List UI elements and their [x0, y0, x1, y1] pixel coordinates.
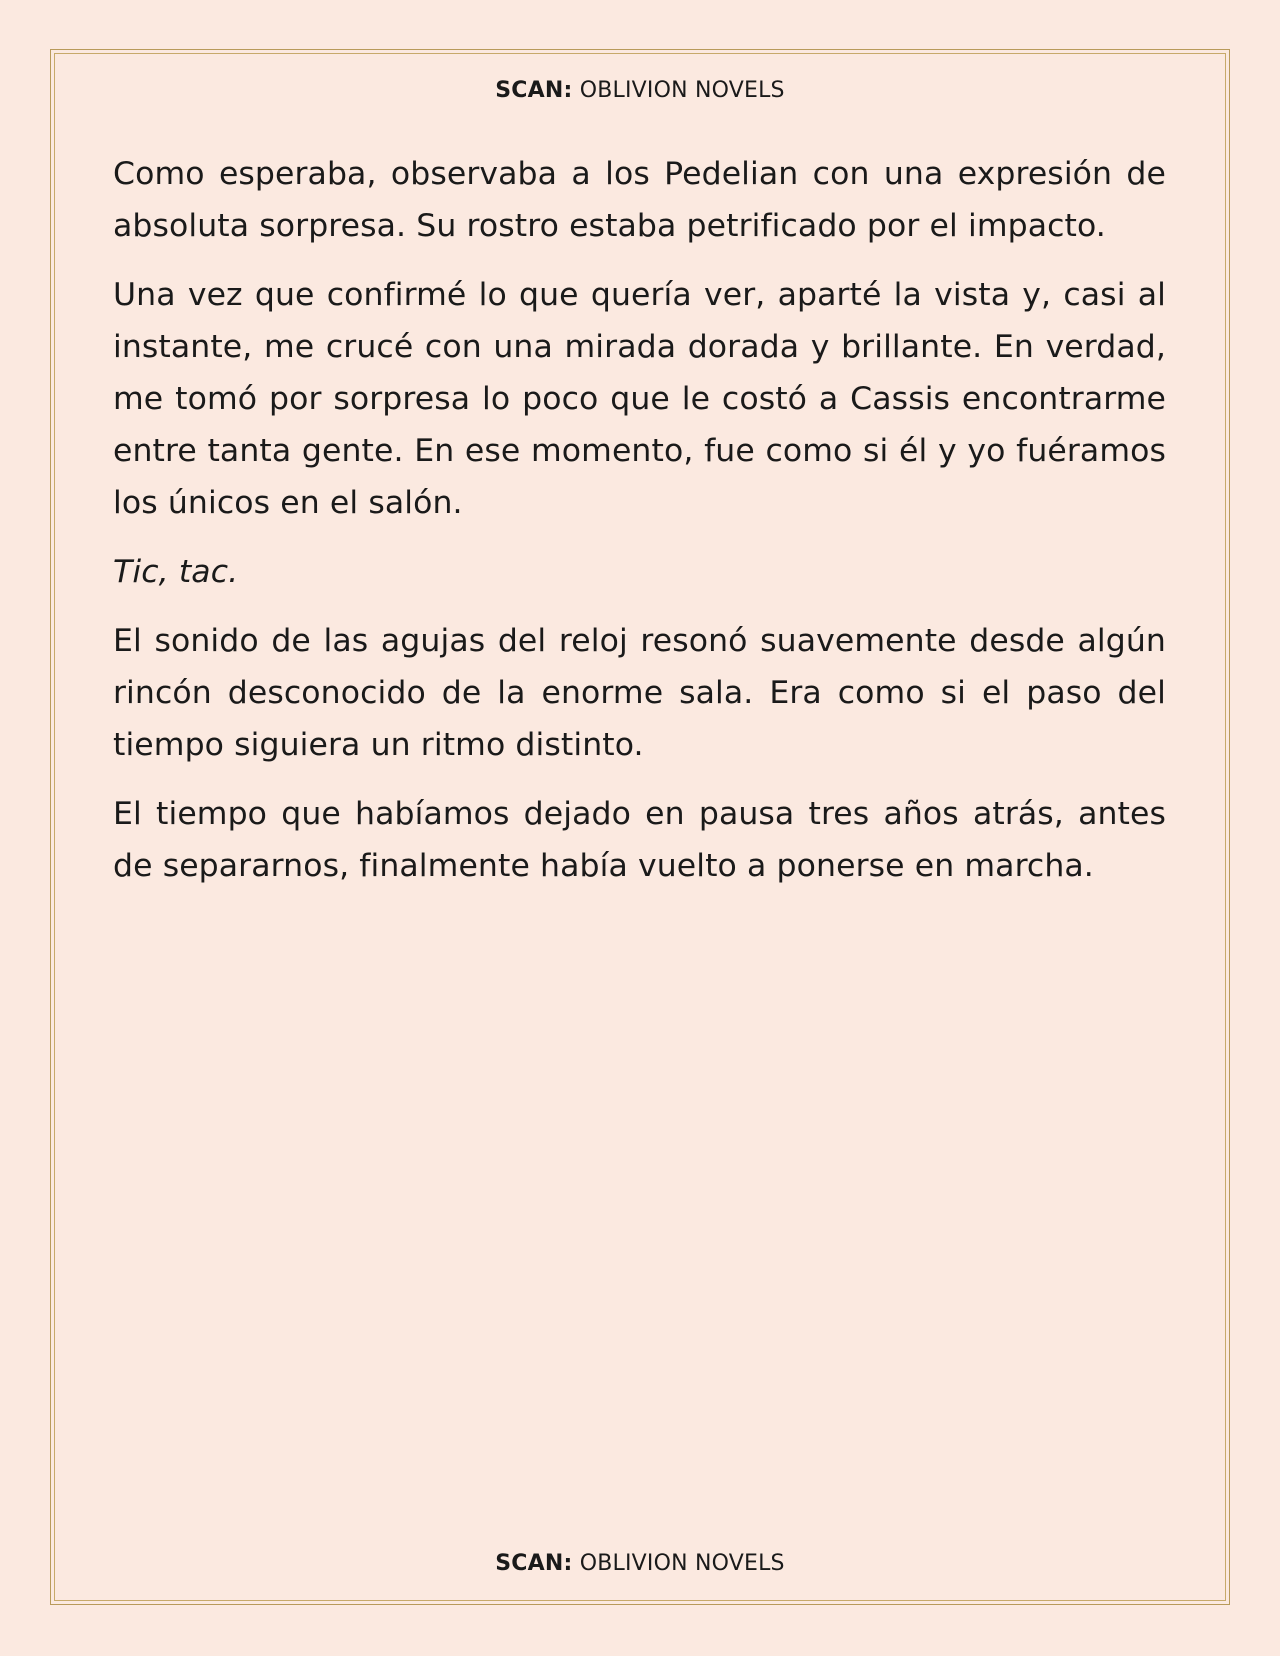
paragraph-2: Una vez que confirmé lo que quería ver, aparté la vista y, casi al instante, me crucé con una mirada dorada y brillante. En verdad, me tomó por sorpresa lo poco que le costó a Cassis encontrarme entre tanta gente. En ese momento, fue como si él y yo fuéramos los únicos en el salón.	[113, 277, 1166, 521]
footer-label: SCAN:	[495, 1551, 573, 1576]
paragraph-4: El sonido de las agujas del reloj resonó suavemente desde algún rincón desconocido de la enorme sala. Era como si el paso del tiempo siguiera un ritmo distinto.	[113, 623, 1166, 763]
header-text: OBLIVION NOVELS	[579, 78, 785, 103]
paragraph-1: Como esperaba, observaba a los Pedelian con una expresión de absoluta sorpresa. Su rostro estaba petrificado por el impacto.	[113, 156, 1166, 244]
page-header	[0, 78, 1280, 103]
paragraph-5: El tiempo que habíamos dejado en pausa tres años atrás, antes de separarnos, finalmente había vuelto a ponerse en marcha.	[113, 796, 1166, 884]
footer-text: OBLIVION NOVELS	[579, 1551, 785, 1576]
chapter-body	[113, 148, 1166, 909]
header-label: SCAN:	[495, 78, 573, 103]
page-footer	[0, 1551, 1280, 1576]
paragraph-3-italic: Tic, tac.	[113, 554, 239, 590]
